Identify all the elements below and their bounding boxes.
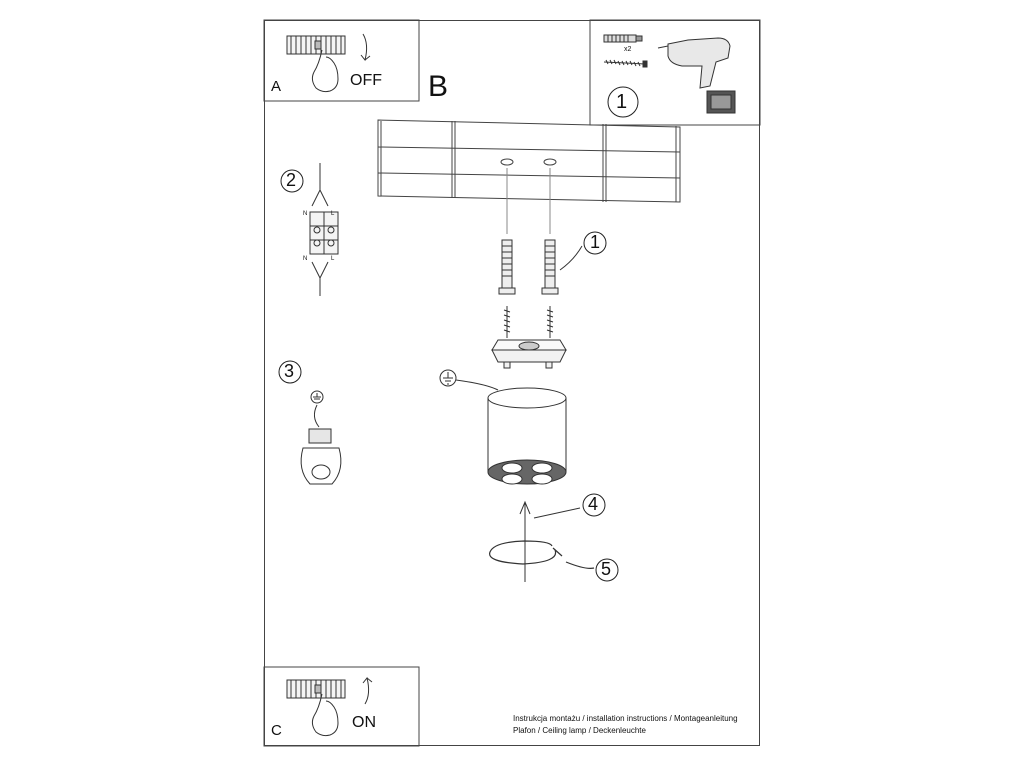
tools-step-number: 1 (616, 91, 628, 113)
screws (504, 306, 553, 338)
lamp-body (488, 388, 566, 484)
panel-a-switch-label: OFF (350, 72, 382, 89)
wiring-step-number: 2 (286, 170, 297, 190)
ground-symbol-icon (440, 370, 498, 390)
wall-plugs (499, 240, 582, 294)
ring-step-number: 5 (601, 559, 612, 579)
terminal-block-icon (310, 163, 338, 296)
ground-step-number: 3 (284, 361, 295, 381)
footer-subtitle: Plafon / Ceiling lamp / Deckenleuchte (513, 726, 646, 735)
panel-c-switch-label: ON (352, 714, 376, 731)
mounting-bracket (492, 340, 566, 368)
screw-icon (604, 60, 647, 67)
tools-quantity-label: x2 (624, 46, 632, 53)
panel-b-letter: B (428, 70, 449, 103)
wall-plug-icon (604, 35, 642, 42)
ceiling-panel (378, 120, 680, 234)
ground-terminal-icon (301, 391, 341, 484)
insert-step-number: 4 (588, 494, 599, 514)
insert-arrow-icon (520, 502, 580, 582)
terminal-live-bottom: L (331, 256, 335, 262)
panel-c-letter: C (271, 722, 282, 739)
panel-c-frame (264, 667, 419, 746)
footer-title: Instrukcja montażu / installation instructions / Montageanleitung (513, 714, 738, 723)
drill-icon (658, 38, 735, 113)
terminal-neutral-top: N (303, 211, 308, 217)
anchor-step-number: 1 (590, 232, 601, 252)
panel-a-letter: A (271, 78, 282, 95)
terminal-neutral-bottom: N (303, 256, 308, 262)
terminal-live-top: L (331, 211, 335, 217)
retaining-ring-icon (490, 541, 594, 568)
panel-a-frame (264, 20, 419, 101)
